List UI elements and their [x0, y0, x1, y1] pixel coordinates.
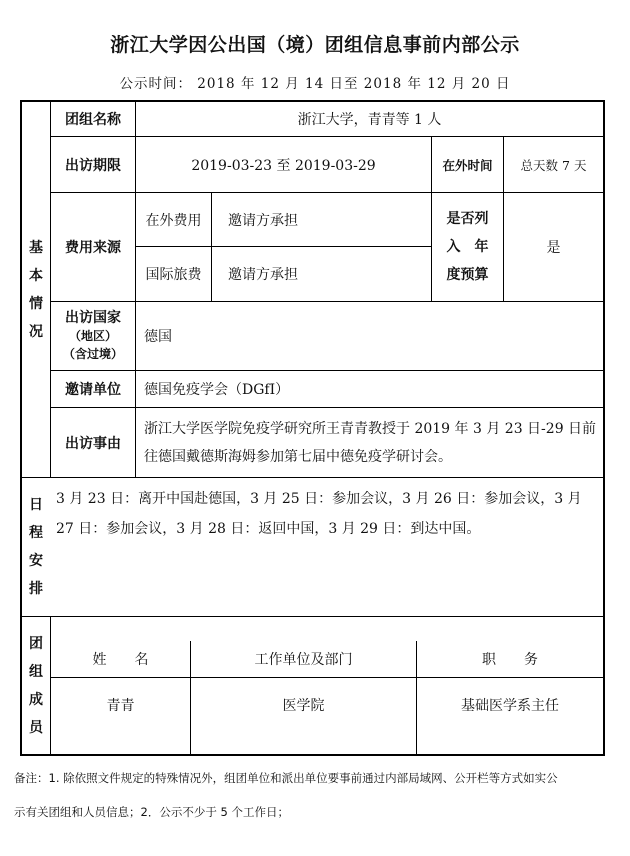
member-position: 基础医学系主任 [461, 698, 559, 714]
note-line-1: 备注：1. 除依照文件规定的特殊情况外，组团单位和派出单位要事前通过内部局域网、公开栏等方式如实公 [14, 771, 558, 785]
schedule-text: 3 月 23 日：离开中国赴德国，3 月 25 日：参加会议，3 月 26 日：参加会议，3 月 27 日：参加会议，3 月 28 日：返回中国，3 月 29 日：到达中国。 [56, 491, 582, 537]
note-line-2: 示有关团组和人员信息；2．公示不少于 5 个工作日； [14, 805, 289, 819]
abroad-cost-value: 邀请方承担 [228, 212, 298, 229]
member-name: 青青 [106, 698, 135, 714]
visit-period-value: 2019-03-23 至 2019-03-29 [191, 157, 376, 174]
annual-budget-label: 是否列 入 年 度预算 [446, 211, 489, 283]
section-schedule: 日 程 安 排 [29, 497, 43, 597]
funding-label: 费用来源 [65, 240, 121, 256]
members-header-position: 职 务 [482, 652, 538, 668]
section-members: 团 组 成 员 [29, 635, 43, 736]
member-unit: 医学院 [282, 698, 325, 714]
members-header-unit: 工作单位及部门 [254, 652, 353, 668]
group-name-value: 浙江大学，青青等 1 人 [297, 112, 442, 128]
travel-cost-label: 国际旅费 [145, 267, 202, 283]
members-header-name: 姓 名 [92, 652, 149, 668]
group-name-label: 团组名称 [65, 112, 121, 128]
inviter-value: 德国免疫学会（DGfI） [144, 382, 290, 398]
abroad-cost-label: 在外费用 [145, 212, 202, 229]
days-abroad-value: 总天数 7 天 [520, 157, 587, 173]
purpose-value: 浙江大学医学院免疫学研究所王青青教授于 2019 年 3 月 23 日-29 日前往德国戴德斯海姆参加第七届中德免疫学研讨会。 [144, 420, 597, 465]
page-title: 浙江大学因公出国（境）团组信息事前内部公示 [110, 34, 520, 56]
annual-budget-value: 是 [546, 240, 561, 256]
publicity-period: 公示时间： 2018 年 12 月 14 日至 2018 年 12 月 20 日 [119, 76, 511, 92]
travel-cost-value: 邀请方承担 [228, 267, 298, 283]
purpose-label: 出访事由 [65, 435, 121, 452]
section-basic-info: 基 本 情 况 [29, 239, 43, 340]
days-abroad-label: 在外时间 [442, 157, 493, 173]
country-value: 德国 [144, 329, 172, 345]
country-label: 出访国家 （地区） （含过境） [62, 310, 123, 361]
visit-period-label: 出访期限 [65, 157, 121, 174]
inviter-label: 邀请单位 [65, 382, 121, 398]
